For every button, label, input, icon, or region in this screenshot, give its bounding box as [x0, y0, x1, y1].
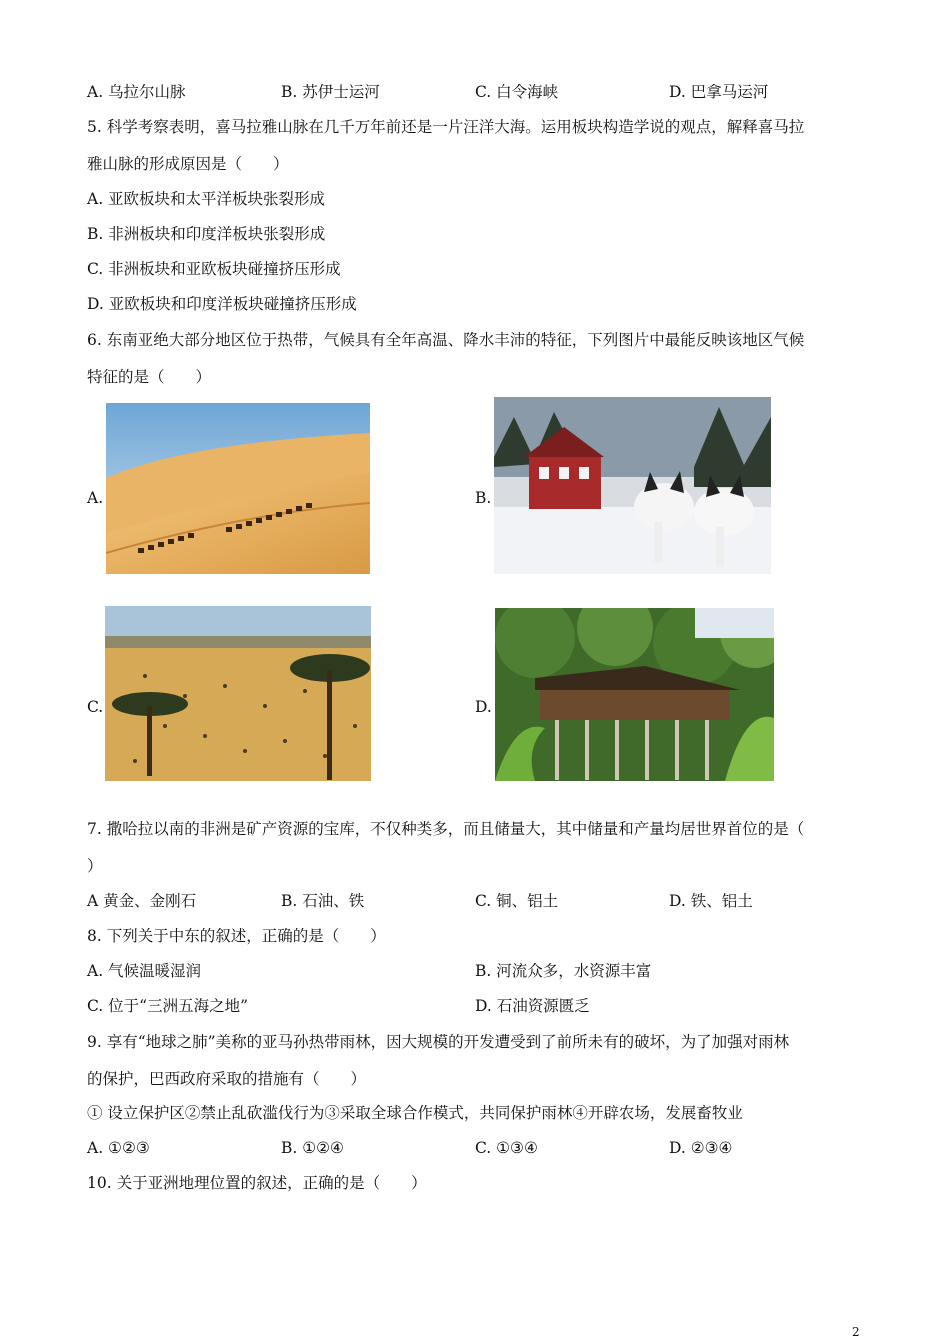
q7-option-a[interactable]: A 黄金、金刚石 — [87, 892, 197, 910]
q5-option-d[interactable]: D. 亚欧板块和印度洋板块碰撞挤压形成 — [87, 295, 357, 313]
q9-stem-line1: 9. 享有“地球之肺”美称的亚马孙热带雨林，因大规模的开发遭受到了前所未有的破坏，为了加强对雨林 — [87, 1033, 790, 1051]
q7-option-d[interactable]: D. 铁、铝土 — [669, 892, 753, 910]
q7-stem-line2: ） — [87, 857, 103, 875]
q6-stem-line2: 特征的是（ ） — [87, 368, 212, 386]
q4-option-d[interactable]: D. 巴拿马运河 — [669, 83, 769, 101]
sled-dogs-snow-image[interactable] — [494, 397, 771, 574]
q8-option-a[interactable]: A. 气候温暖湿润 — [87, 962, 202, 980]
q6-image-label-d[interactable]: D. — [475, 698, 492, 716]
q5-stem-line2: 雅山脉的形成原因是（ ） — [87, 155, 289, 173]
q4-option-a[interactable]: A. 乌拉尔山脉 — [87, 83, 186, 101]
q8-option-c[interactable]: C. 位于“三洲五海之地” — [87, 997, 249, 1015]
desert-camel-image[interactable] — [106, 403, 370, 574]
rainforest-stilt-house-image[interactable] — [495, 608, 774, 781]
q9-statements: ① 设立保护区②禁止乱砍滥伐行为③采取全球合作模式，共同保护雨林④开辟农场，发展畜牧业 — [87, 1104, 743, 1122]
q5-stem-line1: 5. 科学考察表明，喜马拉雅山脉在几千万年前还是一片汪洋大海。运用板块构造学说的观点，解释喜马拉 — [87, 118, 805, 136]
q6-stem-line1: 6. 东南亚绝大部分地区位于热带，气候具有全年高温、降水丰沛的特征，下列图片中最能反映该地区气候 — [87, 331, 805, 349]
q5-option-b[interactable]: B. 非洲板块和印度洋板块张裂形成 — [87, 225, 326, 243]
q8-stem: 8. 下列关于中东的叙述，正确的是（ ） — [87, 927, 386, 945]
q9-option-d[interactable]: D. ②③④ — [669, 1139, 733, 1157]
page-number: 2 — [852, 1325, 860, 1339]
q8-option-d[interactable]: D. 石油资源匮乏 — [475, 997, 590, 1015]
q5-option-a[interactable]: A. 亚欧板块和太平洋板块张裂形成 — [87, 190, 326, 208]
q4-option-c[interactable]: C. 白令海峡 — [475, 83, 559, 101]
q6-image-label-b[interactable]: B. — [475, 489, 492, 507]
q7-stem-line1: 7. 撒哈拉以南的非洲是矿产资源的宝库，不仅种类多，而且储量大，其中储量和产量均居世界首位的是（ — [87, 820, 805, 838]
q5-option-c[interactable]: C. 非洲板块和亚欧板块碰撞挤压形成 — [87, 260, 341, 278]
q9-option-a[interactable]: A. ①②③ — [87, 1139, 150, 1157]
q6-image-label-c[interactable]: C. — [87, 698, 104, 716]
q8-option-b[interactable]: B. 河流众多，水资源丰富 — [475, 962, 652, 980]
q4-option-b[interactable]: B. 苏伊士运河 — [281, 83, 380, 101]
savanna-grassland-image[interactable] — [105, 606, 371, 781]
q9-stem-line2: 的保护，巴西政府采取的措施有（ ） — [87, 1070, 367, 1088]
q7-option-c[interactable]: C. 铜、铝土 — [475, 892, 559, 910]
q9-option-b[interactable]: B. ①②④ — [281, 1139, 344, 1157]
q6-image-label-a[interactable]: A. — [87, 489, 104, 507]
q10-stem: 10. 关于亚洲地理位置的叙述，正确的是（ ） — [87, 1174, 427, 1192]
q9-option-c[interactable]: C. ①③④ — [475, 1139, 538, 1157]
q7-option-b[interactable]: B. 石油、铁 — [281, 892, 365, 910]
